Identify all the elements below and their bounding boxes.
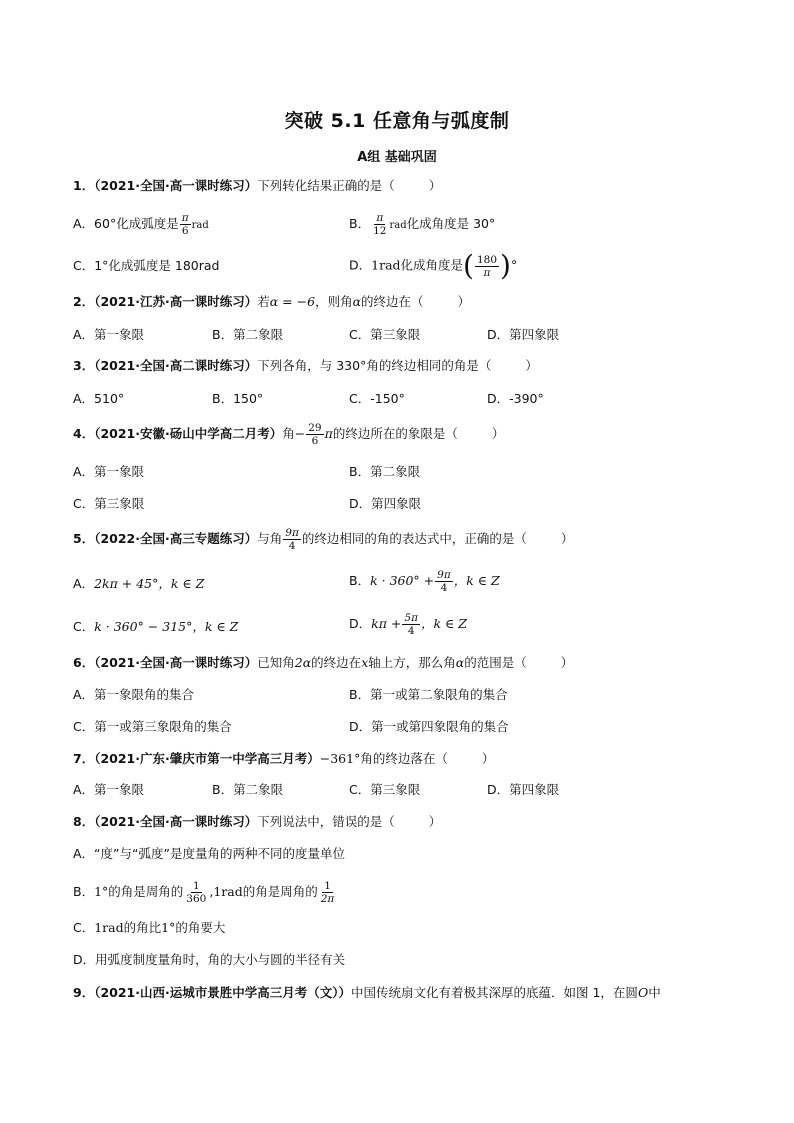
fraction: $\frac{\pi}{12}$ bbox=[373, 212, 387, 237]
question-7-option-a: A．第一象限 bbox=[73, 782, 145, 797]
fraction: $\frac{9\pi}{4}$ bbox=[437, 569, 451, 594]
question-7-option-d: D．第四象限 bbox=[487, 782, 560, 797]
question-2-option-b: B．第二象限 bbox=[212, 327, 284, 342]
question-6-option-d: D．第一或第四象限角的集合 bbox=[349, 719, 509, 734]
fraction: $\frac{\pi}{6}$ bbox=[181, 212, 189, 237]
question-3-stem: 3．（2021·全国·高二课时练习）下列各角，与 330°角的终边相同的角是（ ） bbox=[73, 358, 538, 373]
question-2-option-c: C．第三象限 bbox=[349, 327, 421, 342]
question-2-option-a: A．第一象限 bbox=[73, 327, 145, 342]
question-8-stem: 8．（2021·全国·高一课时练习）下列说法中，错误的是（ ） bbox=[73, 814, 442, 829]
question-4-option-c: C．第三象限 bbox=[73, 496, 145, 511]
question-5-option-b: B．k · 360° + $\frac{9\pi}{4}$ ，k ∈ Z bbox=[349, 569, 500, 594]
fraction: $\frac{29}{6}$ bbox=[308, 422, 322, 447]
question-1-stem: 1．（2021·全国·高一课时练习）下列转化结果正确的是（ ） bbox=[73, 178, 442, 193]
question-4-option-a: A．第一象限 bbox=[73, 464, 145, 479]
fraction: $\frac{1}{2\pi}$ bbox=[320, 880, 335, 905]
fraction: $\frac{1}{360}$ bbox=[186, 880, 207, 905]
question-8-option-b: B．1°的角是周角的 $\frac{1}{360}$ ,1rad的角是周角的 $\frac{1}{2\pi}$ bbox=[73, 880, 335, 905]
fraction: $\frac{5\pi}{4}$ bbox=[404, 612, 418, 637]
question-5-option-a: A．2kπ + 45°，k ∈ Z bbox=[73, 576, 205, 591]
question-5-stem: 5．（2022·全国·高三专题练习）与角 $\frac{9\pi}{4}$ 的终边相同的角的表达式中，正确的是（ ） bbox=[73, 527, 574, 552]
question-8-option-a: A．“度”与“弧度”是度量角的两种不同的度量单位 bbox=[73, 846, 345, 861]
question-1-option-c: C．1°化成弧度是 180rad bbox=[73, 258, 220, 273]
question-1-option-a: A．60°化成弧度是 $\frac{\pi}{6}$ rad bbox=[73, 212, 209, 237]
fraction: $\frac{180}{\pi}$ bbox=[476, 253, 498, 279]
question-source: （2021·全国·高一课时练习） bbox=[94, 178, 258, 193]
question-6-option-b: B．第一或第二象限角的集合 bbox=[349, 687, 508, 702]
question-6-option-c: C．第一或第三象限角的集合 bbox=[73, 719, 232, 734]
question-8-option-d: D．用弧度制度量角时，角的大小与圆的半径有关 bbox=[73, 952, 346, 967]
section-subtitle: A组 基础巩固 bbox=[357, 150, 437, 165]
page-title: 突破 5.1 任意角与弧度制 bbox=[284, 110, 510, 132]
question-6-option-a: A．第一象限角的集合 bbox=[73, 687, 195, 702]
question-1-option-b: B． $\frac{\pi}{12}$ rad化成角度是 30° bbox=[349, 212, 496, 237]
question-5-option-d: D．kπ + $\frac{5\pi}{4}$ ，k ∈ Z bbox=[349, 612, 467, 637]
question-5-option-c: C．k · 360° − 315°，k ∈ Z bbox=[73, 619, 239, 634]
question-4-stem: 4．（2021·安徽·砀山中学高二月考）角− $\frac{29}{6}$ π的终边所在的象限是（ ） bbox=[73, 422, 505, 447]
question-3-option-b: B．150° bbox=[212, 391, 264, 406]
question-4-option-d: D．第四象限 bbox=[349, 496, 422, 511]
question-9-stem: 9．（2021·山西·运城市景胜中学高三月考（文））中国传统扇文化有着极其深厚的底蕴．如图 1，在圆O中 bbox=[73, 985, 661, 1000]
question-2-option-d: D．第四象限 bbox=[487, 327, 560, 342]
question-3-option-a: A．510° bbox=[73, 391, 125, 406]
question-6-stem: 6．（2021·全国·高一课时练习）已知角2α的终边在x轴上方，那么角α的范围是（ ） bbox=[73, 655, 574, 670]
question-7-option-c: C．第三象限 bbox=[349, 782, 421, 797]
question-7-option-b: B．第二象限 bbox=[212, 782, 284, 797]
fraction: $\frac{9\pi}{4}$ bbox=[285, 527, 299, 552]
question-4-option-b: B．第二象限 bbox=[349, 464, 421, 479]
question-7-stem: 7．（2021·广东·肇庆市第一中学高三月考）−361°角的终边落在（ ） bbox=[73, 751, 495, 766]
question-8-option-c: C．1rad的角比1°的角要大 bbox=[73, 920, 226, 935]
question-3-option-d: D．-390° bbox=[487, 391, 544, 406]
question-1-option-d: D．1rad化成角度是( $\frac{180}{\pi}$ )° bbox=[349, 249, 518, 282]
question-2-stem: 2．（2021·江苏·高一课时练习）若α = −6，则角α的终边在（ ） bbox=[73, 294, 471, 309]
question-number: 1． bbox=[73, 178, 95, 193]
question-3-option-c: C．-150° bbox=[349, 391, 405, 406]
